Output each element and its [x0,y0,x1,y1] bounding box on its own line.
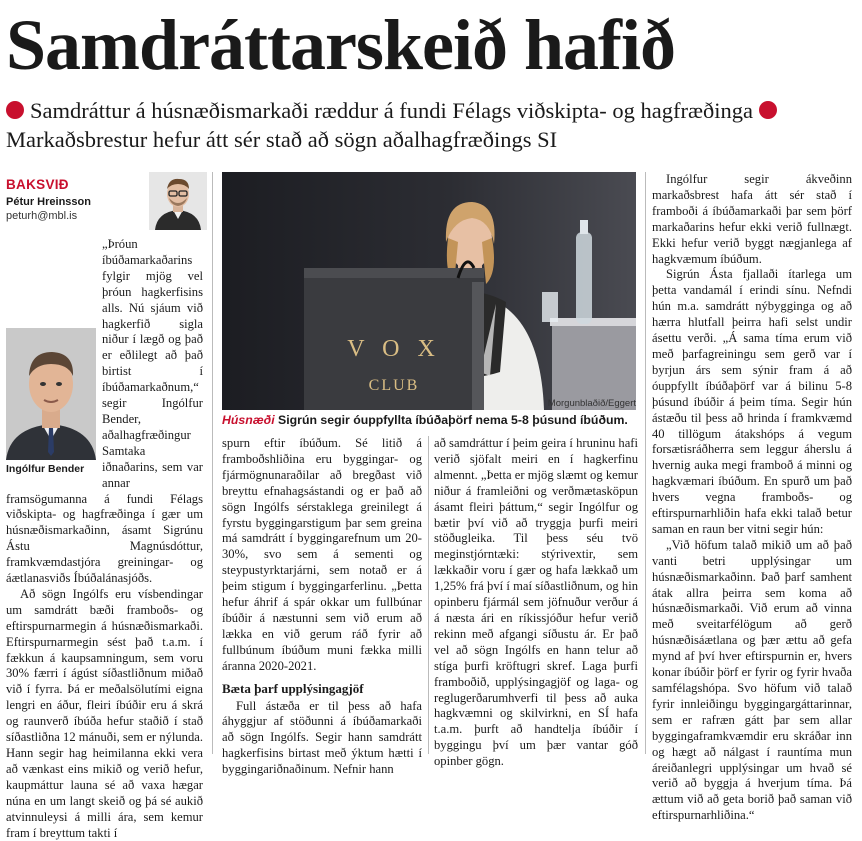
column-1 [6,237,203,840]
photo-caption [222,413,642,428]
bullet-icon [6,101,24,119]
paragraph: spurn eftir íbúðum. Sé litið á framboðshliðina eru byggingar- og fjármögnunaraðilar að bregðast við breyttu efnahagsástandi og er það að sögn Ingólfs sérstaklega greinilegt á fyrstu byggingarstigum þar sem greina má samdrátt í byggingarefnum um 20-30%, svo sem á sementi og steypustyrktarjárni, sem notað er á þeim stigum í byggingarferlinu. „Þetta hefur áhrif á spár okkar um fullbúnar íbúðir á næstunni sem við erum að lækka en við gerum ráð fyrir að fullbúnum íbúðum muni fækka milli áranna 2020-2021. [222,436,422,673]
photo-credit: Morgunblaðið/Eggert [547,398,636,409]
deck [6,96,854,154]
author-email: peturh@mbl.is [6,210,78,222]
column-divider [212,172,213,754]
section-kicker: BAKSVIÐ [6,177,69,192]
article-photo [222,172,636,410]
podium-text: CLUB [368,377,420,394]
paragraph: „Við höfum talað mikið um að það vanti betri upplýsingar um húsnæðismarkaðinn. Það þarf samhent átak allra þeirra sem koma að húsnæðismarkaði. Við erum að vinna með sveitarfélögum að gerð húsnæðisáætlana og þær ættu að gefa mynd af því hver eftirspurnin er, hvers konar íbúðir þörf er fyrir og fyrir hvaða samfélagshópa. Svo höfum við talað fyrir innleiðingu byggingargáttarinnar, sem er rafræn gátt þar sem allar byggingaframkvæmdir eru skráðar inn og hægt að nálgast í rauntíma mun áreiðanlegri upplýsingar um hvað sé verið að byggja á hverjum tíma. Þá ættum við að geta borið það saman við eftirspurnarhliðina.“ [652,537,852,823]
deck-line-2: Markaðsbrestur hefur átt sér stað að sögn aðalhagfræðings SI [6,127,558,152]
portrait-photo [6,328,96,460]
caption-text: Sigrún segir óuppfyllta íbúðaþörf nema 5-8 þúsund íbúðum. [278,413,628,427]
column-divider [645,172,646,754]
caption-label: Húsnæði [222,413,275,427]
column-3 [434,436,638,769]
bullet-icon [759,101,777,119]
paragraph: Ingólfur segir ákveðinn markaðsbrest hafa átt sér stað í framboði á íbúðamarkaði þar sem þörf markaðarins hefur ekki verið fullnægt. Ekki hefur verið byggt nægjanlega af hagkvæmum íbúðum. [652,172,852,266]
paragraph: „Þróun íbúðamarkaðarins fylgir mjög vel þróun hagkerfisins alls. Nú sjáum við hagkerfið sigla niður í lægð og það er eðlilegt að það birtist í íbúðamarkaðnum,“ segir Ingólfur Bender, aðalhagfræðingur Samtaka iðnaðarins, sem var annar framsögumanna á fundi Félags viðskipta- og hagfræðinga í gær um húsnæðismarkaðinn, ásamt Sigrúnu Ástu Magnúsdóttur, framkvæmdastjóra greiningar- og áætlanasviðs Íbúðalánasjóðs. [6,237,203,586]
paragraph: Full ástæða er til þess að hafa áhyggjur af stöðunni á íbúðamarkaði að sögn Ingólfs. Segir hann samdrátt hagkerfisins birtast með ýktum hætti í byggingariðnaðinum. Nefnir hann [222,698,422,777]
subheading: Bæta þarf upplýsingagjöf [222,680,364,696]
column-divider [428,436,429,754]
paragraph: Sigrún Ásta fjallaði ítarlega um þetta vandamál í erindi sínu. Nefndi hún m.a. samdrátt nýbygginga og að hærra hlutfall þeirra hafi selst undir ásettu verði. „Á sama tíma erum við með þarfagreiningu sem gerð var í byrjun árs sem sýnir fram á að óuppfyllt íbúðaþörf var á bilinu 5-8 þúsund íbúðir á þeim tíma. Segir hún ástæðu til þess að hrinda í framkvæmd 40 tillögum átakshóps á vegum forsætisráðherra sem leggur áherslu á hvernig auka megi framboð á minni og hagkvæmari íbúðum. En spurð um það hvers vegna framboðs- og eftirspurnarhliðin hafa ekki talað betur saman en raun ber vitni segir hún: [652,267,852,536]
paragraph: Að sögn Ingólfs eru vísbendingar um samdrátt bæði framboðs- og eftirspurnarmegin á húsnæðismarkaði. Eftirspurnarmegin sést það t.a.m. í fækkun á kaupsamningum, sem voru 30% færri í ágúst síðastliðnum miðað við í fyrra. Þá er meðalsölutími eigna lengri en áður, fleiri íbúðir eru á skrá og raunverð íbúða hefur staðið í stað síðastliðna 12 mánuði, sem er nýlunda. Hann segir hag heimilanna ekki vera að vænkast eins mikið og verið hefur, kaupmáttur launa sé að vaxa hægar núna en um langt skeið og þá sé aukið atvinnuleysi á milli ára, sem kemur fram í breyttum takti í [6,586,203,840]
column-2 [222,436,422,777]
portrait-caption: Ingólfur Bender [6,463,85,475]
deck-line-1: Samdráttur á húsnæðismarkaði ræddur á fundi Félags viðskipta- og hagfræðinga [30,98,753,123]
podium-text: V O X [347,336,441,362]
paragraph: að samdráttur í þeim geira í hruninu hafi verið sjöfalt meiri en í hagkerfinu almennt. „Þetta er mjög slæmt og kemur niður á framleiðni og verðmætasköpun ásamt fleiri þáttum,“ segir Ingólfur og bætir því við að tryggja þurfi meiri stöðugleika. Til þess séu tvö meginstjórntæki: stýrivextir, sem lækkaðir voru í gær og hafa lækkað um 1,25% frá því í maí síðastliðnum, og hin opinberu fjármál sem jöfnuður verður á á næsta ári en ríkissjóður hefur verið rekinn með afgangi síðustu ár. Er það vel að sögn Ingólfs en hann telur að stíga þurfi kröftugri skref. Laga þurfi framboðið, upplýsingagjöf og laga- og reglugerðarumhverfi til þess að auka hagkvæmni og skilvirkni, en SÍ hafa t.a.m. þurft að handtelja íbúðir í byggingu því um þær vantar góð opinber gögn. [434,436,638,769]
author-photo [149,172,207,230]
author-name: Pétur Hreinsson [6,196,91,208]
headline: Samdráttarskeið hafið [6,5,675,85]
column-4 [652,172,852,823]
